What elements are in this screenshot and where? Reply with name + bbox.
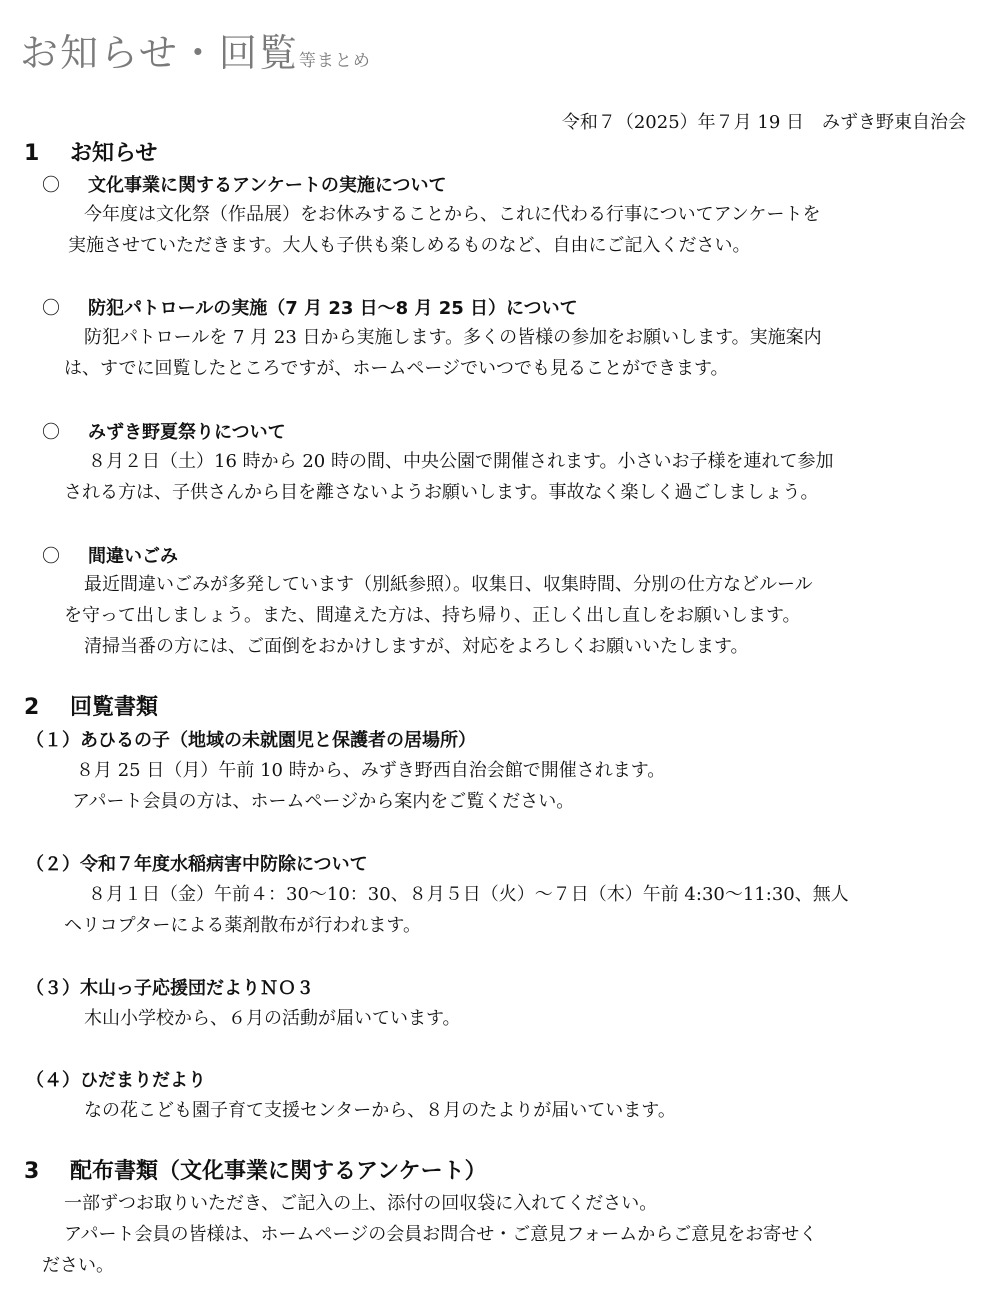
circular-item-title: （２）令和７年度水稲病害中防除について xyxy=(26,854,368,875)
title-main: お知らせ・回覧 xyxy=(20,31,299,75)
distribution-text: 一部ずつお取りいただき、ご記入の上、添付の回収袋に入れてください。 xyxy=(64,1193,658,1214)
distribution-text: アパート会員の皆様は、ホームページの会員お問合せ・ご意見フォームからご意見をお寄せく xyxy=(64,1224,818,1245)
circle-bullet-icon: 〇 xyxy=(42,175,60,196)
section-number: 3 xyxy=(24,1159,40,1184)
notice-item-text: 防犯パトロールを 7 月 23 日から実施します。多くの皆様の参加をお願いします。実施案内 xyxy=(84,327,822,348)
circular-item-title: （１）あひるの子（地域の未就園児と保護者の居場所） xyxy=(26,730,476,751)
section-3-heading xyxy=(24,1154,487,1185)
notice-item-title: 〇 間違いごみ xyxy=(42,542,178,568)
section-number: 1 xyxy=(24,141,40,166)
notice-item-title: 〇 防犯パトロールの実施（7 月 23 日～8 月 25 日）について xyxy=(42,294,578,320)
section-2-heading xyxy=(24,690,158,721)
circular-item-text: ヘリコプターによる薬剤散布が行われます。 xyxy=(64,915,421,936)
notice-item-text: は、すでに回覧したところですが、ホームページでいつでも見ることができます。 xyxy=(64,358,729,379)
circular-item-title: （３）木山っ子応援団だよりＮＯ３ xyxy=(26,978,314,999)
notice-item-text: 最近間違いごみが多発しています（別紙参照）。収集日、収集時間、分別の仕方などルール xyxy=(84,574,813,595)
notice-item-text: を守って出しましょう。また、間違えた方は、持ち帰り、正しく出し直しをお願いします。 xyxy=(64,605,801,626)
notice-item-title: 〇 みずき野夏祭りについて xyxy=(42,418,286,444)
circular-item-text: 木山小学校から、６月の活動が届いています。 xyxy=(84,1008,461,1029)
circular-item-text: ８月１日（金）午前４：30～10：30、８月５日（火）～７日（木）午前 4:30～11:30、無人 xyxy=(88,884,849,905)
circular-item-text: アパート会員の方は、ホームページから案内をご覧ください。 xyxy=(72,791,575,812)
notice-item-title: 〇 文化事業に関するアンケートの実施について xyxy=(42,171,447,197)
notice-item-text: 今年度は文化祭（作品展）をお休みすることから、これに代わる行事についてアンケートを xyxy=(84,204,821,225)
section-title: お知らせ xyxy=(70,141,158,166)
notice-item-text: される方は、子供さんから目を離さないようお願いします。事故なく楽しく過ごしましょう。 xyxy=(64,482,819,503)
distribution-text: ださい。 xyxy=(42,1255,114,1276)
notice-item-text: ８月２日（土）16 時から 20 時の間、中央公園で開催されます。小さいお子様を連れて参加 xyxy=(88,451,834,472)
section-1-heading xyxy=(24,136,157,167)
circular-item-text: なの花こども園子育て支援センターから、８月のたよりが届いています。 xyxy=(84,1100,676,1121)
section-number: 2 xyxy=(24,695,40,720)
notice-item-text: 清掃当番の方には、ご面倒をおかけしますが、対応をよろしくお願いいたします。 xyxy=(84,636,749,657)
document-title xyxy=(20,22,371,77)
circular-item-title: （４）ひだまりだより xyxy=(26,1070,206,1091)
title-subtitle: 等まとめ xyxy=(298,51,371,71)
circle-bullet-icon: 〇 xyxy=(42,298,60,319)
section-title: 配布書類（文化事業に関するアンケート） xyxy=(70,1159,487,1184)
date-organization: 令和７（2025）年７月 19 日 みずき野東自治会 xyxy=(561,112,966,133)
notice-item-text: 実施させていただきます。大人も子供も楽しめるものなど、自由にご記入ください。 xyxy=(68,235,751,256)
circle-bullet-icon: 〇 xyxy=(42,422,60,443)
section-title: 回覧書類 xyxy=(70,695,159,720)
circle-bullet-icon: 〇 xyxy=(42,546,60,567)
circular-item-text: ８月 25 日（月）午前 10 時から、みずき野西自治会館で開催されます。 xyxy=(76,760,666,781)
